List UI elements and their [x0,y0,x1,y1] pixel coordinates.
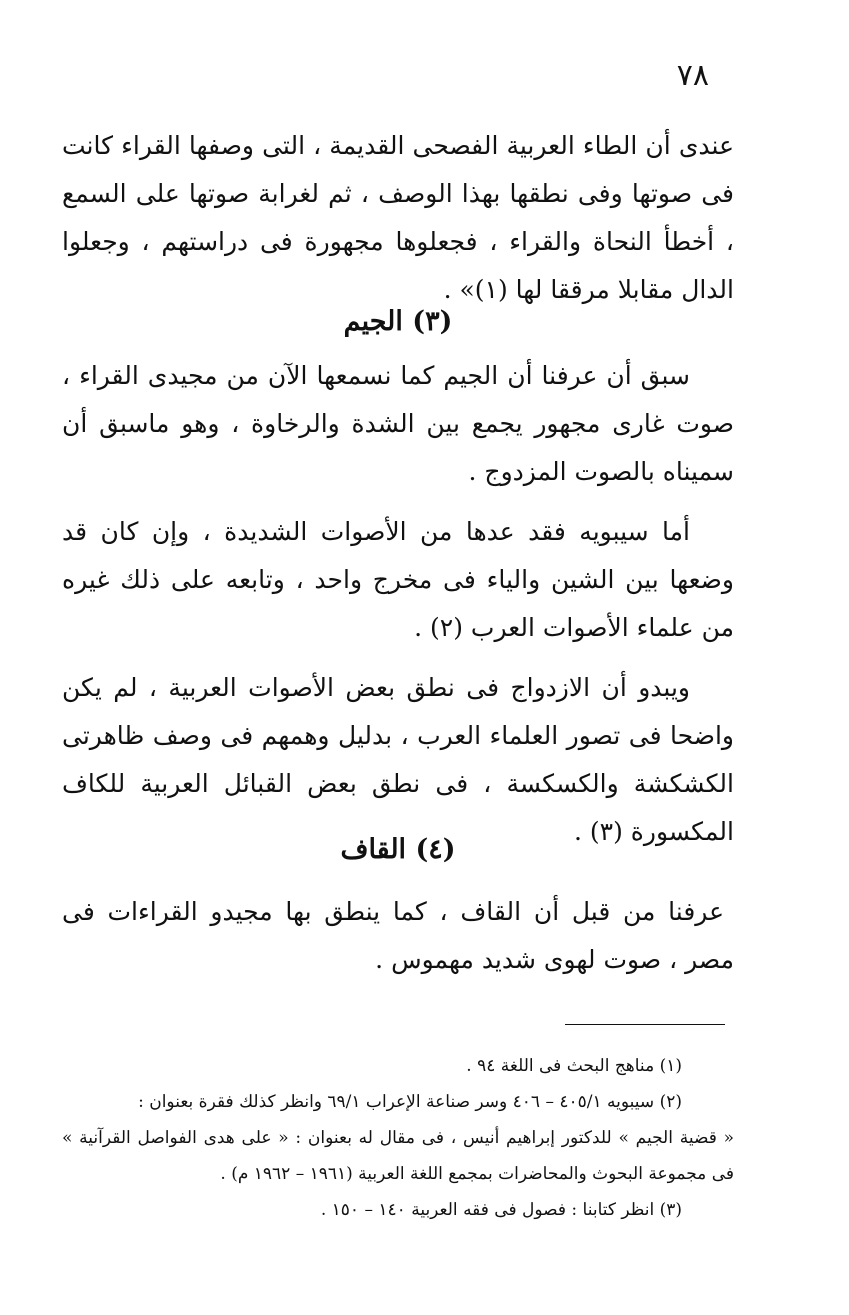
paragraph: ويبدو أن الازدواج فى نطق بعض الأصوات العربية ، لم يكن واضحا فى تصور العلماء العرب ، بدليل وهمهم فى وصف ظاهرتى الكشكشة والكسكسة ، فى نطق بعض القبائل العربية للكاف المكسورة (٣) . [62,673,734,846]
footnote-1: (١) مناهج البحث فى اللغة ٩٤ . [466,1056,682,1076]
section-body-qaf [62,888,734,984]
section-body-jim [62,352,734,856]
paragraph: أما سيبويه فقد عدها من الأصوات الشديدة ، وإن كان قد وضعها بين الشين والياء فى مخرج واحد ، وتابعه على ذلك غيره من علماء الأصوات العرب (٢) . [62,517,734,642]
section-heading-qaf: (٤) القاف [340,834,456,865]
section-heading-jim: (٣) الجيم [343,306,453,337]
paragraph: عندى أن الطاء العربية الفصحى القديمة ، التى وصفها القراء كانت فى صوتها وفى نطقها بهذا الوصف ، ثم لغرابة صوتها على السمع ، أخطأ النحاة والقراء ، فجعلوها مجهورة فى دراستهم ، وجعلوا الدال مقابلا مرققا لها (١)» . [62,131,734,304]
footnote-3: (٣) انظر كتابنا : فصول فى فقه العربية ١٤٠ – ١٥٠ . [320,1200,682,1220]
intro-text [62,122,734,314]
page-number: ٧٨ [676,58,709,93]
footnotes [62,1048,734,1228]
footnote-2: (٢) سيبويه ٤٠٥/١ – ٤٠٦ وسر صناعة الإعراب ٦٩/١ وانظر كذلك فقرة بعنوان : [138,1092,682,1112]
footnote-divider [565,1024,725,1025]
paragraph: عرفنا من قبل أن القاف ، كما ينطق بها مجيدو القراءات فى مصر ، صوت لهوى شديد مهموس . [62,897,734,974]
footnote-2-continuation: « قضية الجيم » للدكتور إبراهيم أنيس ، فى مقال له بعنوان : « على هدى الفواصل القرآنية » فى مجموعة البحوث والمحاضرات بمجمع اللغة العربية (١٩٦١ – ١٩٦٢ م) . [62,1128,734,1184]
paragraph: سبق أن عرفنا أن الجيم كما نسمعها الآن من مجيدى القراء ، صوت غارى مجهور يجمع بين الشدة والرخاوة ، وهو ماسبق أن سميناه بالصوت المزدوج . [62,361,734,486]
